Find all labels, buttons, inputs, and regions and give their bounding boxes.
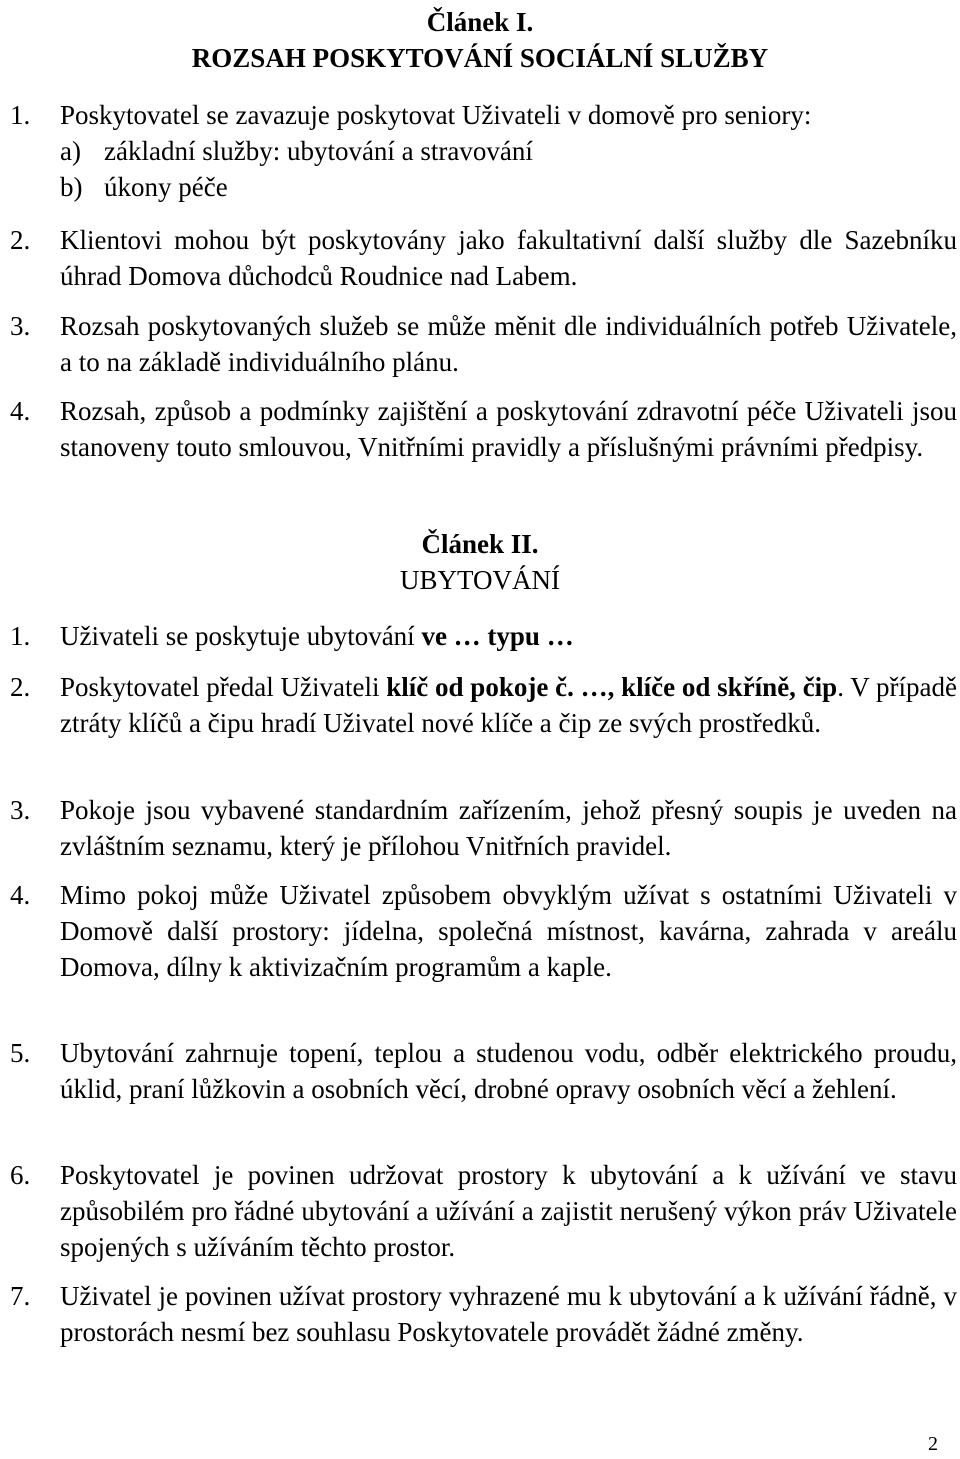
item-text: Mimo pokoj může Uživatel způsobem obvyklým užívat s ostatními Uživateli v Domově další prostory: jídelna, společná místnost, kavárna, zahrada v areálu Domova, dílny k aktivizačním programům a kaple. <box>60 880 957 982</box>
subitem-text: základní služby: ubytování a stravování <box>104 136 533 166</box>
article-1-subitem-a <box>60 133 533 169</box>
item-number: 2. <box>10 225 31 255</box>
item-number: 4. <box>10 880 31 910</box>
item-text: Rozsah, způsob a podmínky zajištění a poskytování zdravotní péče Uživateli jsou stanoveny touto smlouvou, Vnitřními pravidly a příslušnými právními předpisy. <box>60 396 957 462</box>
article-2-title: UBYTOVÁNÍ <box>400 565 560 595</box>
article-2-heading: Článek II. <box>421 529 539 559</box>
article-1-heading: Článek I. <box>426 7 534 37</box>
item-number: 7. <box>10 1281 31 1311</box>
item-number: 3. <box>10 311 31 341</box>
item-text: Poskytovatel se zavazuje poskytovat Uživateli v domově pro seniory: <box>60 100 812 130</box>
item-number: 4. <box>10 396 31 426</box>
item-text: Rozsah poskytovaných služeb se může měnit dle individuálních potřeb Uživatele, a to na základě individuálního plánu. <box>60 311 957 377</box>
room-type-placeholder: ve … typu … <box>421 621 574 651</box>
article-1-title: ROZSAH POSKYTOVÁNÍ SOCIÁLNÍ SLUŽBY <box>191 43 769 73</box>
item-text: Ubytování zahrnuje topení, teplou a studenou vodu, odběr elektrického proudu, úklid, praní lůžkovin a osobních věcí, drobné opravy osobních věcí a žehlení. <box>60 1038 957 1104</box>
item-text: Pokoje jsou vybavené standardním zařízením, jehož přesný soupis je uveden na zvláštním seznamu, který je přílohou Vnitřních pravidel. <box>60 795 957 861</box>
item-number: 1. <box>10 100 31 130</box>
keys-handed-over: klíč od pokoje č. …, klíče od skříně, čip <box>386 672 838 702</box>
subitem-text: úkony péče <box>104 172 228 202</box>
page-number: 2 <box>928 1433 938 1455</box>
subitem-letter: a) <box>60 136 81 166</box>
item-text: Poskytovatel je povinen udržovat prostory k ubytování a k užívání ve stavu způsobilém pro řádné ubytování a užívání a zajistit nerušený výkon práv Uživatele spojených s užíváním těchto prostor. <box>60 1160 957 1262</box>
item-text: Poskytovatel předal Uživateli klíč od pokoje č. …, klíče od skříně, čip. V případě ztráty klíčů a čipu hradí Uživatel nové klíče a čip ze svých prostředků. <box>60 672 957 738</box>
item-number: 1. <box>10 621 31 651</box>
item-number: 6. <box>10 1160 31 1190</box>
item-number: 5. <box>10 1038 31 1068</box>
item-number: 2. <box>10 672 31 702</box>
article-1-subitem-b <box>60 169 228 205</box>
subitem-letter: b) <box>60 172 83 202</box>
item-text: Uživateli se poskytuje ubytování ve … typu … <box>60 621 574 651</box>
item-text: Uživatel je povinen užívat prostory vyhrazené mu k ubytování a k užívání řádně, v prostorách nesmí bez souhlasu Poskytovatele provádět žádné změny. <box>60 1281 957 1347</box>
item-number: 3. <box>10 795 31 825</box>
item-text: Klientovi mohou být poskytovány jako fakultativní další služby dle Sazebníku úhrad Domova důchodců Roudnice nad Labem. <box>60 225 957 291</box>
